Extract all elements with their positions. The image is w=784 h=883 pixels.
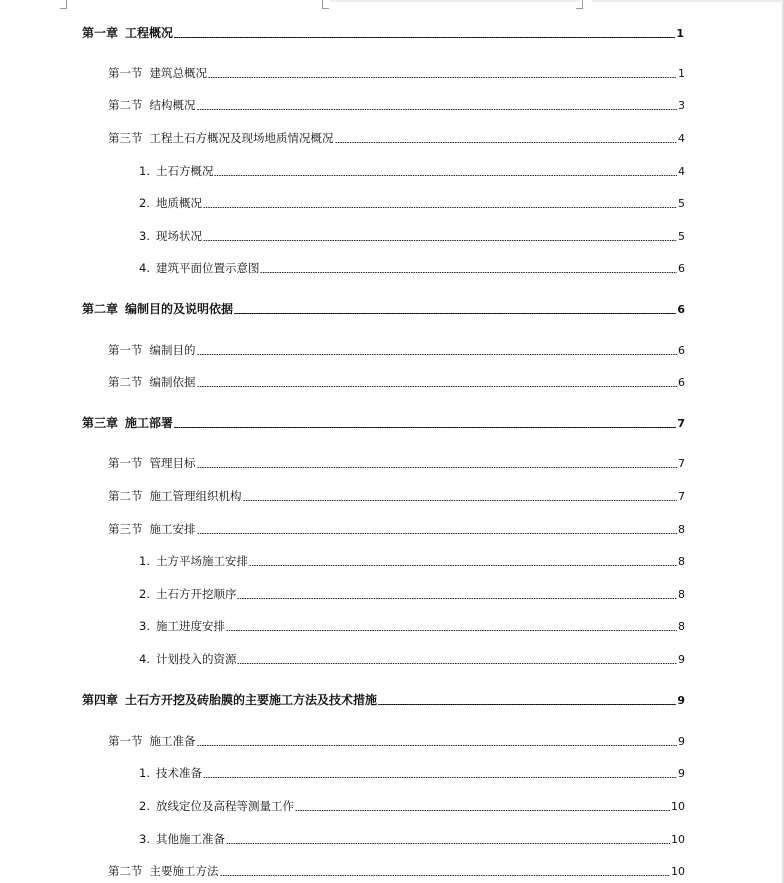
toc-number: 1. — [139, 164, 150, 178]
toc-title: 工程土石方概况及现场地质情况概况 — [149, 131, 334, 145]
toc-number: 第一章 — [82, 26, 119, 40]
toc-title: 施工部署 — [125, 416, 174, 430]
toc-item[interactable] — [139, 194, 685, 212]
toc-title: 土石方开挖顺序 — [155, 587, 237, 601]
toc-item[interactable] — [139, 830, 685, 848]
toc-page-number: 7 — [678, 457, 685, 470]
toc-page-number: 8 — [678, 523, 685, 536]
toc-number: 第二节 — [108, 98, 143, 112]
toc-page-number: 6 — [677, 303, 685, 316]
dot-leader — [243, 500, 678, 501]
toc-number: 第二节 — [108, 864, 143, 878]
toc-chapter-1[interactable] — [82, 24, 684, 42]
toc-number: 4. — [139, 652, 150, 666]
dot-leader — [203, 777, 677, 778]
toc-title: 其他施工准备 — [155, 832, 225, 846]
toc-number: 1. — [139, 766, 150, 780]
dot-leader — [220, 875, 671, 876]
toc-title: 编制目的 — [149, 343, 196, 357]
toc-number: 第四章 — [82, 693, 119, 707]
dot-leader — [197, 354, 678, 355]
toc-item[interactable] — [139, 585, 685, 603]
toc-title: 现场状况 — [155, 229, 202, 243]
toc-chapter-2[interactable] — [82, 300, 685, 318]
toc-title: 主要施工方法 — [149, 864, 219, 878]
toc-section[interactable] — [108, 341, 685, 359]
toc-number: 第三节 — [108, 522, 143, 536]
dot-leader — [197, 745, 678, 746]
dot-leader — [226, 630, 677, 631]
dot-leader — [197, 467, 678, 468]
dot-leader — [335, 142, 678, 143]
toc-page-number: 9 — [678, 653, 685, 666]
dot-leader — [234, 313, 676, 314]
toc-section[interactable] — [108, 454, 685, 472]
toc-item[interactable] — [139, 259, 685, 277]
toc-title: 建筑平面位置示意图 — [155, 261, 260, 275]
toc-number: 第二节 — [108, 375, 143, 389]
toc-section[interactable] — [108, 64, 685, 82]
dot-leader — [197, 109, 678, 110]
toc-title: 放线定位及高程等测量工作 — [155, 799, 294, 813]
toc-title: 建筑总概况 — [149, 66, 207, 80]
toc-number: 第一节 — [108, 66, 143, 80]
toc-page-number: 5 — [678, 197, 685, 210]
toc-item[interactable] — [139, 797, 685, 815]
toc-number: 3. — [139, 229, 150, 243]
toc-page-number: 3 — [678, 99, 685, 112]
dot-leader — [237, 598, 677, 599]
toc-number: 3. — [139, 832, 150, 846]
toc-number: 第一节 — [108, 343, 143, 357]
dot-leader — [249, 565, 677, 566]
toc-title: 土石方开挖及砖胎膜的主要施工方法及技术措施 — [125, 693, 378, 707]
toc-page-number: 9 — [678, 767, 685, 780]
toc-page-number: 8 — [678, 555, 685, 568]
toc-section[interactable] — [108, 96, 685, 114]
crop-mark-left — [60, 0, 67, 9]
toc-number: 第一节 — [108, 734, 143, 748]
toc-title: 管理目标 — [149, 456, 196, 470]
toc-item[interactable] — [139, 162, 685, 180]
toc-item[interactable] — [139, 617, 685, 635]
toc-number: 第二节 — [108, 489, 143, 503]
toc-item[interactable] — [139, 764, 685, 782]
toc-page-number: 1 — [678, 67, 685, 80]
toc-title: 施工管理组织机构 — [149, 489, 242, 503]
toc-title: 工程概况 — [125, 26, 174, 40]
toc-number: 2. — [139, 799, 150, 813]
toc-chapter-4[interactable] — [82, 691, 685, 709]
toc-page-number: 9 — [678, 735, 685, 748]
dot-leader — [197, 533, 678, 534]
toc-page-number: 6 — [678, 262, 685, 275]
dot-leader — [197, 386, 678, 387]
toc-page-number: 10 — [671, 865, 685, 878]
dot-leader — [203, 207, 677, 208]
toc-page-number: 5 — [678, 230, 685, 243]
toc-section[interactable] — [108, 129, 685, 147]
toc-page-number: 9 — [677, 694, 685, 707]
dot-leader — [378, 704, 676, 705]
toc-number: 2. — [139, 587, 150, 601]
page-top-edge-right — [592, 0, 784, 2]
dot-leader — [226, 843, 670, 844]
toc-title: 计划投入的资源 — [155, 652, 237, 666]
toc-page-number: 7 — [678, 490, 685, 503]
toc-number: 2. — [139, 196, 150, 210]
toc-title: 地质概况 — [155, 196, 202, 210]
toc-page-number: 6 — [678, 376, 685, 389]
dot-leader — [174, 427, 676, 428]
toc-page-number: 4 — [678, 165, 685, 178]
toc-title: 技术准备 — [155, 766, 202, 780]
toc-number: 第三章 — [82, 416, 119, 430]
toc-section[interactable] — [108, 373, 685, 391]
dot-leader — [208, 77, 677, 78]
dot-leader — [203, 240, 677, 241]
toc-title: 施工进度安排 — [155, 619, 225, 633]
dot-leader — [214, 175, 677, 176]
toc-title: 土石方概况 — [155, 164, 214, 178]
toc-page-number: 7 — [677, 417, 685, 430]
dot-leader — [174, 37, 675, 38]
toc-page-number: 10 — [671, 800, 685, 813]
dot-leader — [295, 810, 670, 811]
dot-leader — [260, 272, 677, 273]
toc-section[interactable] — [108, 520, 685, 538]
toc-number: 3. — [139, 619, 150, 633]
toc-number: 第二章 — [82, 302, 119, 316]
toc-page-number: 4 — [678, 132, 685, 145]
toc-page-number: 8 — [678, 588, 685, 601]
toc-title: 施工准备 — [149, 734, 196, 748]
toc-chapter-3[interactable] — [82, 414, 685, 432]
toc-page-number: 6 — [678, 344, 685, 357]
toc-item[interactable] — [139, 650, 685, 668]
toc-section[interactable] — [108, 487, 685, 505]
page-top-edge — [330, 0, 580, 2]
toc-number: 4. — [139, 261, 150, 275]
toc-section[interactable] — [108, 732, 685, 750]
toc-number: 第一节 — [108, 456, 143, 470]
crop-mark-middle — [322, 0, 329, 9]
toc-title: 编制依据 — [149, 375, 196, 389]
toc-page-number: 1 — [676, 27, 684, 40]
toc-item[interactable] — [139, 552, 685, 570]
toc-title: 编制目的及说明依据 — [125, 302, 234, 316]
toc-number: 1. — [139, 554, 150, 568]
toc-title: 土方平场施工安排 — [155, 554, 248, 568]
toc-page-number: 10 — [671, 833, 685, 846]
toc-title: 施工安排 — [149, 522, 196, 536]
toc-number: 第三节 — [108, 131, 143, 145]
toc-page-number: 8 — [678, 620, 685, 633]
toc-section[interactable] — [108, 862, 685, 880]
toc-item[interactable] — [139, 227, 685, 245]
dot-leader — [237, 663, 677, 664]
toc-title: 结构概况 — [149, 98, 196, 112]
crop-mark-right — [576, 0, 583, 9]
